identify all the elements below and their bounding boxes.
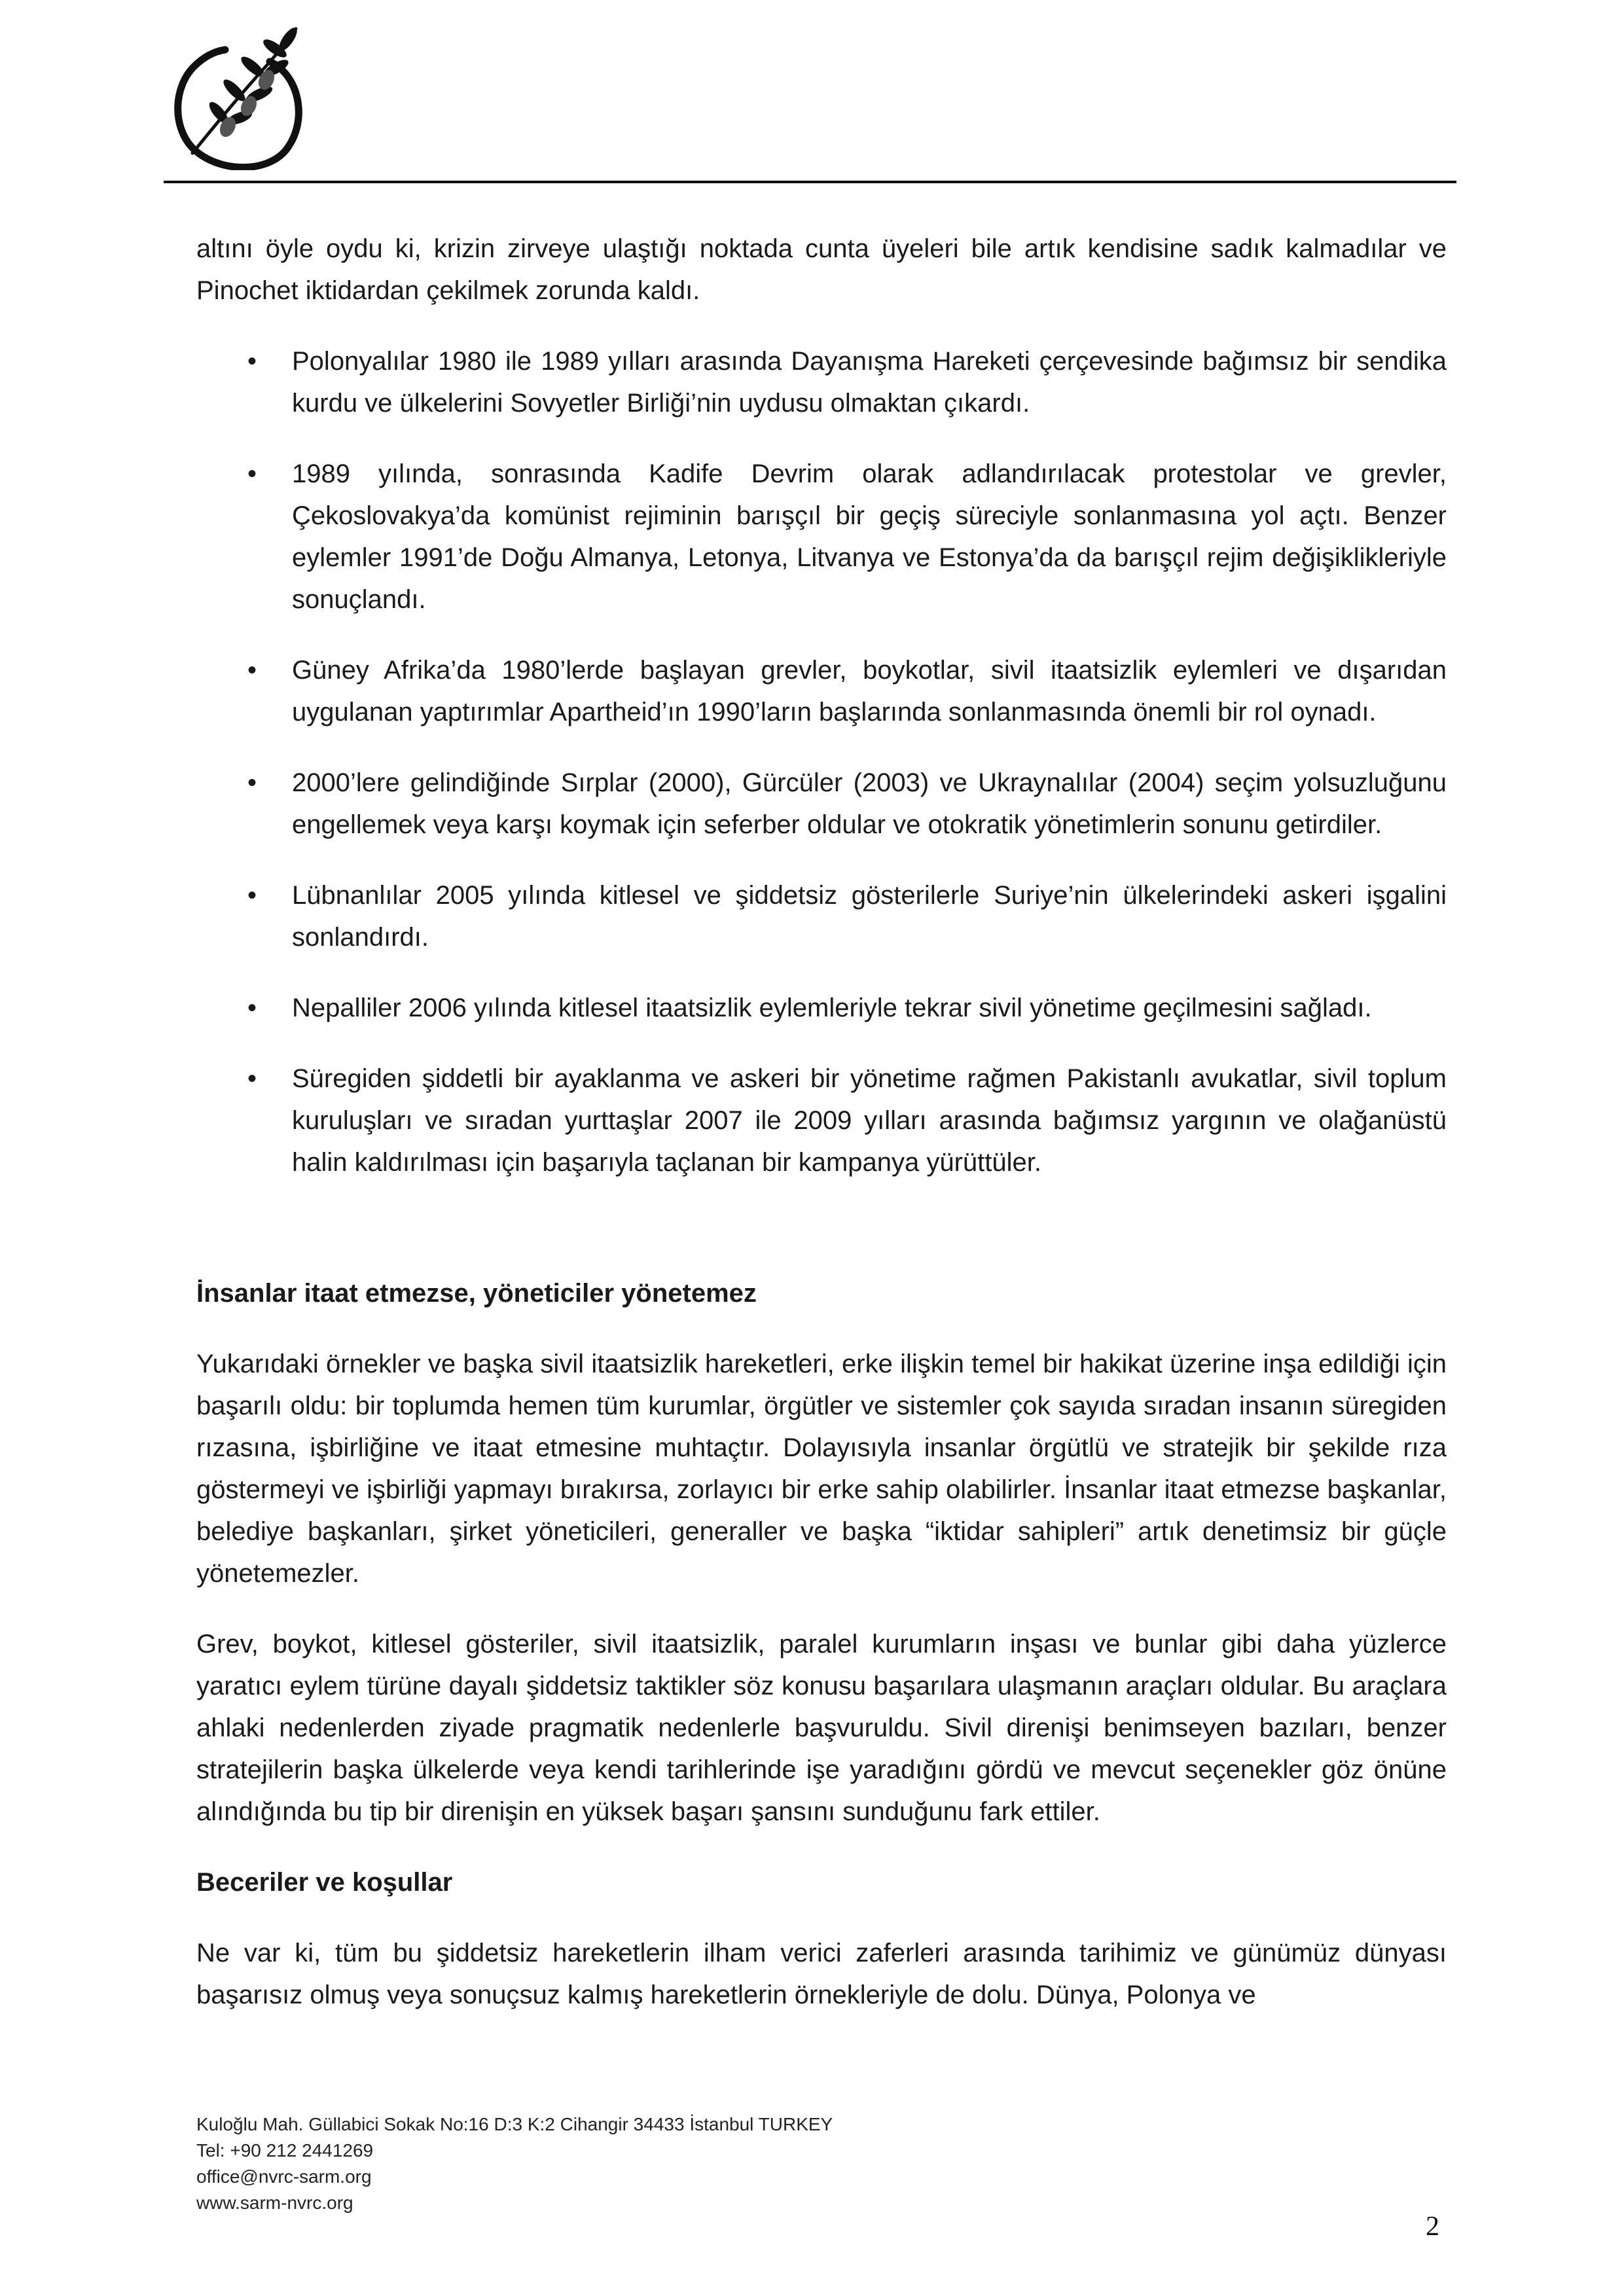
bullet-icon: • bbox=[247, 768, 257, 797]
olive-branch-circle-logo bbox=[171, 22, 317, 170]
paragraph: Yukarıdaki örnekler ve başka sivil itaatsizlik hareketleri, erke ilişkin temel bir hakikat üzerine inşa edildiği için başarılı oldu: bir toplumda hemen tüm kurumlar, örgütler ve sistemler çok sayıda sıradan insanın süregiden rızasına, işbirliğine ve itaat etmesine muhtaçtır. Dolayısıyla insanlar örgütlü ve stratejik bir şekilde rıza göstermeyi ve işbirliği yapmayı bırakırsa, zorlayıcı bir erke sahip olabilirler. İnsanlar itaat etmezse başkanlar, belediye başkanları, şirket yöneticileri, generaller ve başka “iktidar sahipleri” artık denetimsiz bir güçle yönetemezler. bbox=[196, 1350, 1447, 1588]
paragraph: Ne var ki, tüm bu şiddetsiz hareketlerin ilham verici zaferleri arasında tarihimiz ve günümüz dünyası başarısız olmuş veya sonuçsuz kalmış hareketlerin örnekleriyle de dolu. Dünya, Polonya ve bbox=[196, 1939, 1447, 2009]
list-item bbox=[196, 1058, 1447, 1183]
section-heading: İnsanlar itaat etmezse, yöneticiler yönetemez bbox=[196, 1279, 757, 1308]
bullet-list bbox=[196, 340, 1447, 1183]
list-item-text: Lübnanlılar 2005 yılında kitlesel ve şiddetsiz gösterilerle Suriye’nin ülkelerindeki askeri işgalini sonlandırdı. bbox=[292, 881, 1447, 952]
footer-address: Kuloğlu Mah. Güllabici Sokak No:16 D:3 K:2 Cihangir 34433 İstanbul TURKEY bbox=[196, 2114, 833, 2134]
footer bbox=[196, 2111, 833, 2216]
footer-email[interactable]: office@nvrc-sarm.org bbox=[196, 2166, 372, 2187]
footer-website[interactable]: www.sarm-nvrc.org bbox=[196, 2193, 353, 2213]
list-item-text: 2000’lere gelindiğinde Sırplar (2000), Gürcüler (2003) ve Ukraynalılar (2004) seçim yolsuzluğunu engellemek veya karşı koymak için seferber oldular ve otokratik yönetimlerin sonunu getirdiler. bbox=[292, 768, 1447, 839]
list-item-text: Nepalliler 2006 yılında kitlesel itaatsizlik eylemleriyle tekrar sivil yönetime geçilmesini sağladı. bbox=[292, 994, 1372, 1022]
bullet-icon: • bbox=[247, 656, 257, 685]
intro-continuation: altını öyle oydu ki, krizin zirveye ulaştığı noktada cunta üyeleri bile artık kendisine sadık kalmadılar ve Pinochet iktidardan çekilmek zorunda kaldı. bbox=[196, 234, 1447, 305]
list-item bbox=[196, 340, 1447, 424]
section-heading: Beceriler ve koşullar bbox=[196, 1868, 453, 1897]
bullet-icon: • bbox=[247, 1064, 257, 1093]
footer-phone: Tel: +90 212 2441269 bbox=[196, 2140, 374, 2161]
list-item-text: Güney Afrika’da 1980’lerde başlayan grevler, boykotlar, sivil itaatsizlik eylemleri ve dışarıdan uygulanan yaptırımlar Apartheid’ın 1990’ların başlarında sonlanmasında önemli bir rol oynadı. bbox=[292, 656, 1447, 726]
list-item bbox=[196, 762, 1447, 846]
header-rule bbox=[164, 181, 1456, 183]
bullet-icon: • bbox=[247, 459, 257, 488]
bullet-icon: • bbox=[247, 881, 257, 910]
paragraph: Grev, boykot, kitlesel gösteriler, sivil itaatsizlik, paralel kurumların inşası ve bunlar gibi daha yüzlerce yaratıcı eylem türüne dayalı şiddetsiz taktikler söz konusu başarılara ulaşmanın araçları oldular. Bu araçlara ahlaki nedenlerden ziyade pragmatik nedenlerle başvuruldu. Sivil direnişi benimseyen bazıları, benzer stratejilerin başka ülkelerde veya kendi tarihlerinde işe yaradığını gördü ve mevcut seçenekler göz önüne alındığında bu tip bir direnişin en yüksek başarı şansını sunduğunu fark ettiler. bbox=[196, 1630, 1447, 1826]
page-number: 2 bbox=[1426, 2212, 1439, 2242]
list-item-text: Polonyalılar 1980 ile 1989 yılları arasında Dayanışma Hareketi çerçevesinde bağımsız bir sendika kurdu ve ülkelerini Sovyetler Birliği’nin uydusu olmaktan çıkardı. bbox=[292, 347, 1447, 418]
document-body bbox=[196, 228, 1447, 2016]
list-item-text: Süregiden şiddetli bir ayaklanma ve askeri bir yönetime rağmen Pakistanlı avukatlar, sivil toplum kuruluşları ve sıradan yurttaşlar 2007 ile 2009 yılları arasında bağımsız yargının ve olağanüstü halin kaldırılması için başarıyla taçlanan bir kampanya yürüttüler. bbox=[292, 1064, 1447, 1177]
list-item-text: 1989 yılında, sonrasında Kadife Devrim olarak adlandırılacak protestolar ve grevler, Çekoslovakya’da komünist rejiminin barışçıl bir geçiş süreciyle sonlanmasına yol açtı. Benzer eylemler 1991’de Doğu Almanya, Letonya, Litvanya ve Estonya’da da barışçıl rejim değişiklikleriyle sonuçlandı. bbox=[292, 459, 1447, 614]
list-item bbox=[196, 453, 1447, 620]
list-item bbox=[196, 874, 1447, 958]
list-item bbox=[196, 987, 1447, 1029]
bullet-icon: • bbox=[247, 994, 257, 1022]
list-item bbox=[196, 649, 1447, 733]
bullet-icon: • bbox=[247, 347, 257, 376]
